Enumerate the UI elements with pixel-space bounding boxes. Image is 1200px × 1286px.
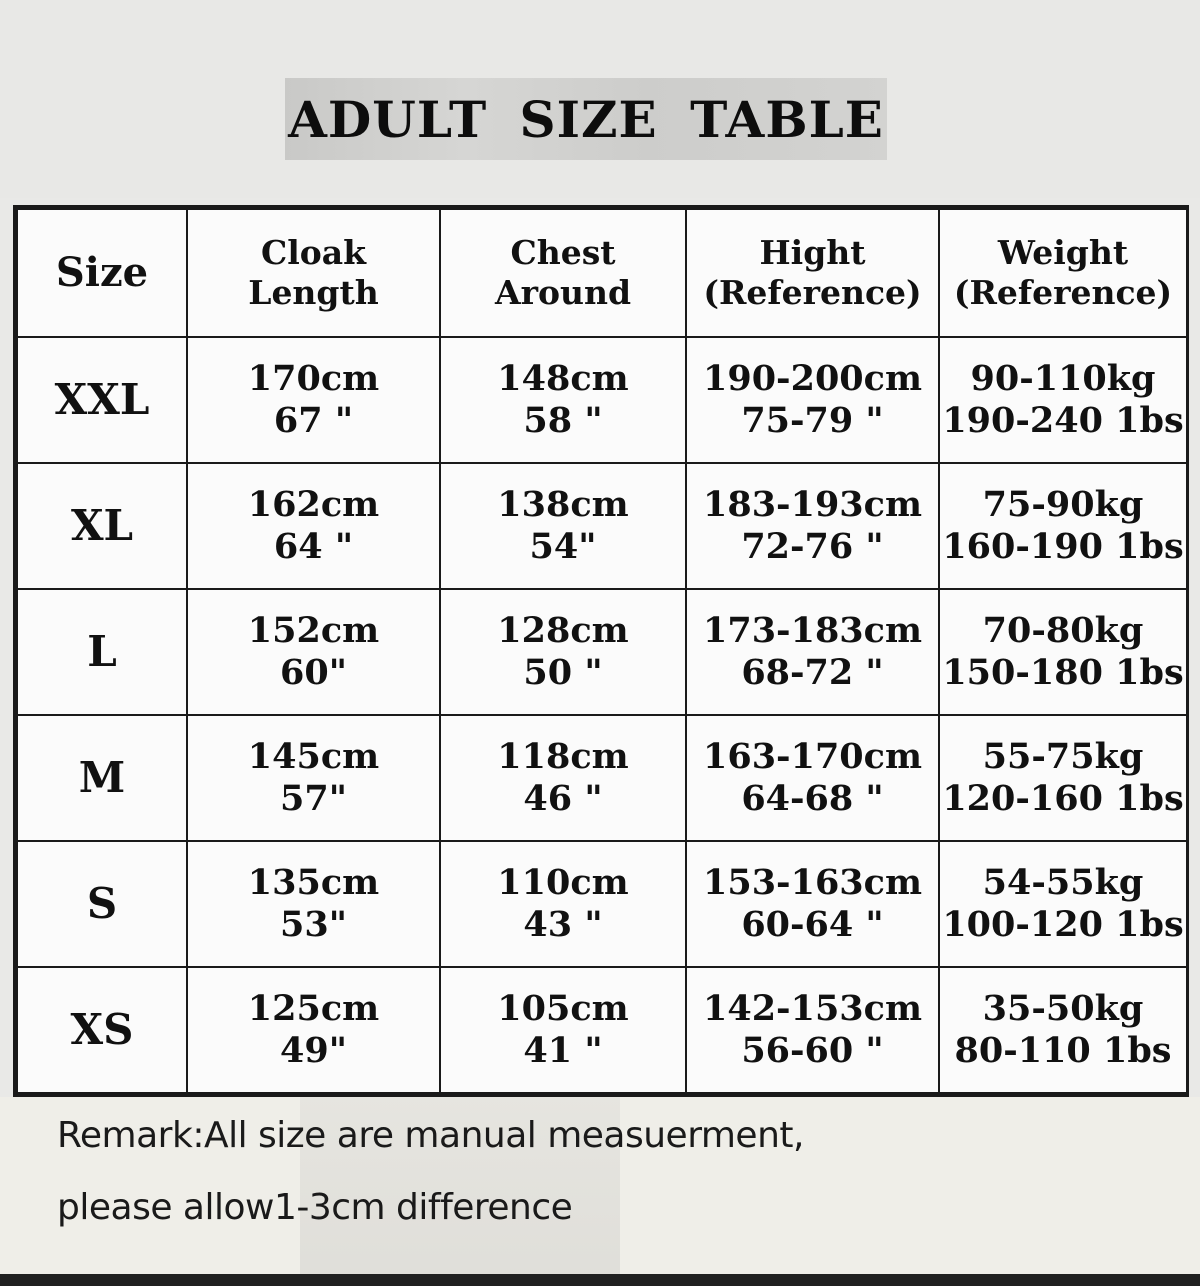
header-height: Hight (Reference): [686, 209, 939, 337]
chest-cell: 128cm 50 ": [440, 589, 686, 715]
cloak-length-cell: 145cm 57": [187, 715, 440, 841]
height-cell: 142-153cm 56-60 ": [686, 967, 939, 1093]
cloak-length-cell: 125cm 49": [187, 967, 440, 1093]
remark-line-1: Remark:All size are manual measuerment,: [57, 1115, 804, 1156]
height-cell: 190-200cm 75-79 ": [686, 337, 939, 463]
header-weight: Weight (Reference): [939, 209, 1187, 337]
size-label: XS: [17, 967, 187, 1093]
weight-cell: 70-80kg 150-180 1bs: [939, 589, 1187, 715]
cloak-length-cell: 170cm 67 ": [187, 337, 440, 463]
remark-line-2: please allow1-3cm difference: [57, 1187, 573, 1228]
cloak-length-cell: 162cm 64 ": [187, 463, 440, 589]
chest-cell: 118cm 46 ": [440, 715, 686, 841]
weight-cell: 55-75kg 120-160 1bs: [939, 715, 1187, 841]
table-row: [17, 967, 1187, 1093]
header-chest-around: Chest Around: [440, 209, 686, 337]
size-table-grid: [16, 208, 1188, 1094]
height-cell: 183-193cm 72-76 ": [686, 463, 939, 589]
size-label: S: [17, 841, 187, 967]
chest-cell: 105cm 41 ": [440, 967, 686, 1093]
header-cloak-length: Cloak Length: [187, 209, 440, 337]
size-label: XXL: [17, 337, 187, 463]
height-cell: 173-183cm 68-72 ": [686, 589, 939, 715]
cloak-length-cell: 135cm 53": [187, 841, 440, 967]
weight-cell: 54-55kg 100-120 1bs: [939, 841, 1187, 967]
chest-cell: 110cm 43 ": [440, 841, 686, 967]
size-label: XL: [17, 463, 187, 589]
title-banner: [285, 78, 887, 160]
table-row: [17, 841, 1187, 967]
page-title: ADULT SIZE TABLE: [288, 89, 884, 149]
weight-cell: 35-50kg 80-110 1bs: [939, 967, 1187, 1093]
cloak-length-cell: 152cm 60": [187, 589, 440, 715]
weight-cell: 90-110kg 190-240 1bs: [939, 337, 1187, 463]
chest-cell: 148cm 58 ": [440, 337, 686, 463]
bottom-edge-bar: [0, 1274, 1200, 1286]
height-cell: 163-170cm 64-68 ": [686, 715, 939, 841]
chest-cell: 138cm 54": [440, 463, 686, 589]
header-size: Size: [17, 209, 187, 337]
table-row: [17, 463, 1187, 589]
table-row: [17, 337, 1187, 463]
table-row: [17, 715, 1187, 841]
size-label: L: [17, 589, 187, 715]
table-row: [17, 589, 1187, 715]
size-label: M: [17, 715, 187, 841]
table-header-row: [17, 209, 1187, 337]
height-cell: 153-163cm 60-64 ": [686, 841, 939, 967]
size-table: [13, 205, 1189, 1097]
weight-cell: 75-90kg 160-190 1bs: [939, 463, 1187, 589]
